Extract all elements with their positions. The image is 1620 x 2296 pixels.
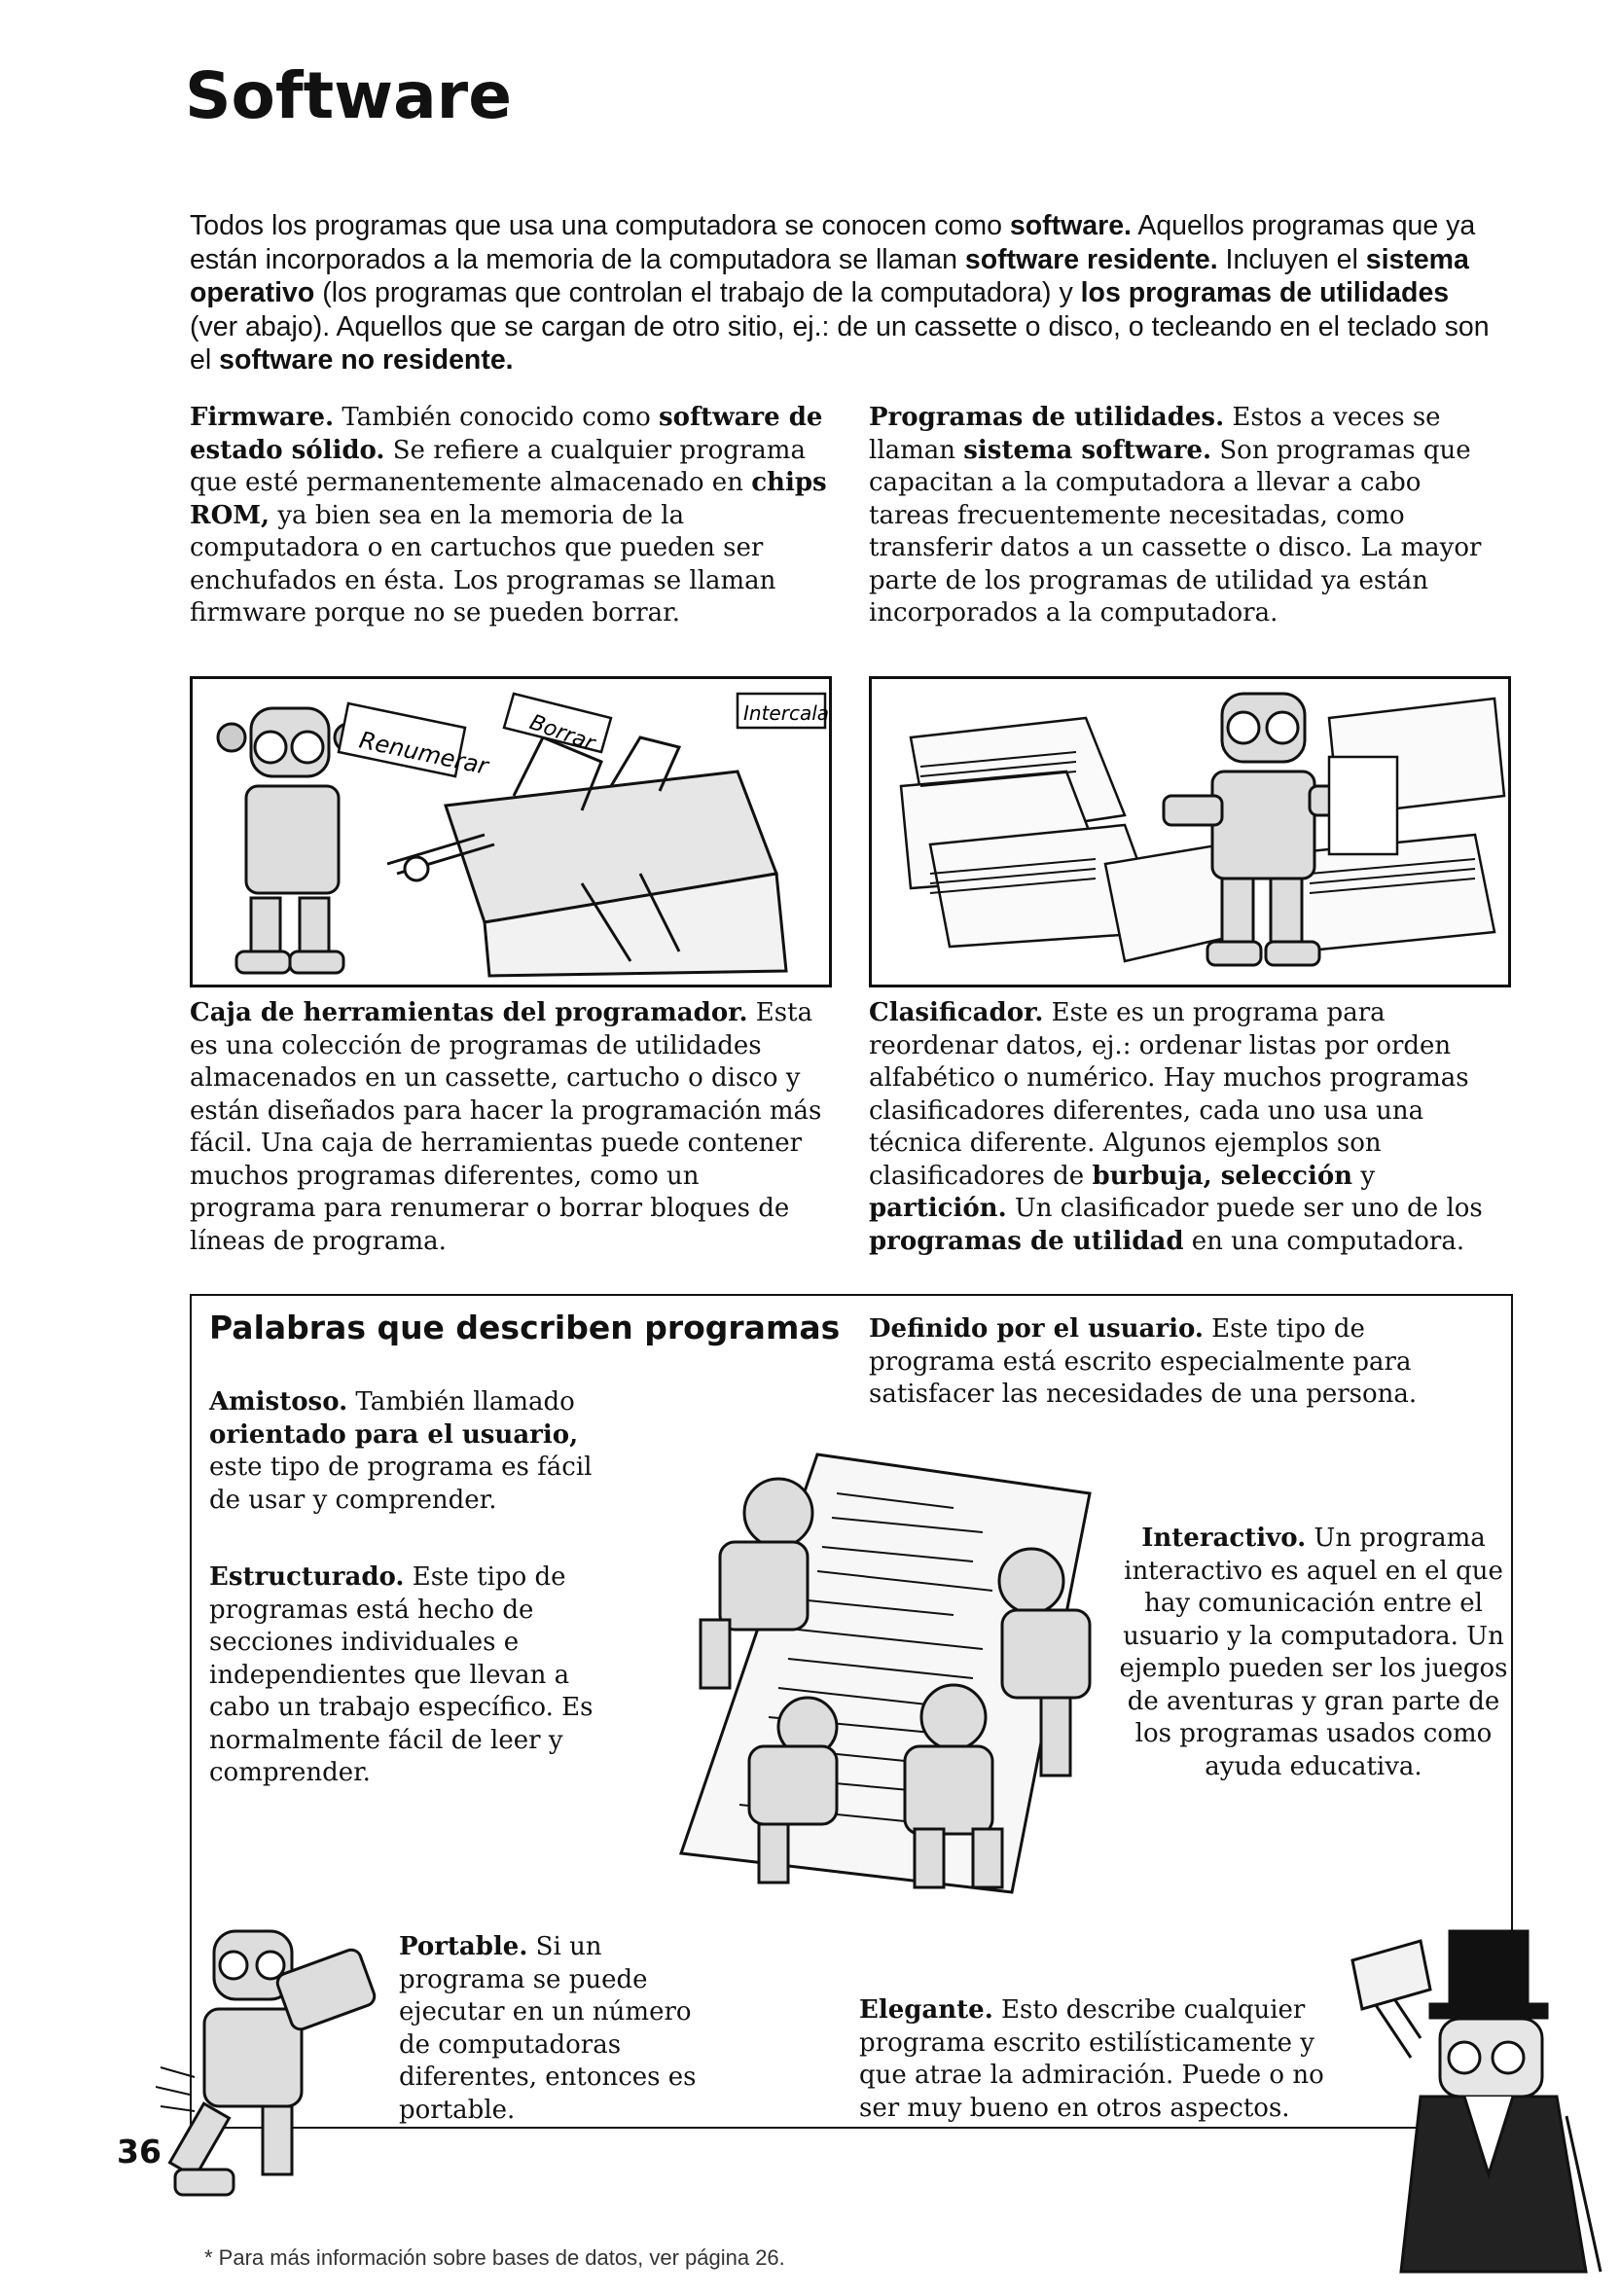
firmware-text: Se refiere a cualquier programa que esté permanentemente almacenado en xyxy=(190,435,806,497)
intro-term: los programas de utilidades xyxy=(1080,277,1450,308)
intro-term: sistema operativo xyxy=(190,243,1469,308)
firmware-text: También conocido como xyxy=(334,403,660,432)
elegant-term: Elegante. xyxy=(859,1995,993,2025)
friendly-term: Amistoso. xyxy=(209,1387,348,1417)
firmware-text: ya bien sea en la memoria de la computadora o en cartuchos que pueden ser enchufados en ésta. Los programas se llaman firmware porque no se pueden borrar. xyxy=(190,500,776,628)
utilities-term: Programas de utilidades. xyxy=(869,403,1225,432)
sorter-paragraph xyxy=(869,997,1496,1258)
intro-term: software. xyxy=(1009,210,1132,241)
label-insert: Intercalar xyxy=(743,701,829,725)
interactive-text: Un programa interactivo es aquel en el que hay comunicación entre el usuario y la computadora. Un ejemplo pueden ser los juegos de aventuras y gran parte de los programas usados como ayuda educativa. xyxy=(1119,1524,1508,1781)
words-box-heading: Palabras que describen programas xyxy=(209,1309,841,1346)
elegant-paragraph xyxy=(859,1994,1336,2125)
intro-term: software no residente. xyxy=(219,344,514,376)
user-defined-paragraph xyxy=(869,1313,1492,1412)
toolbox-illustration xyxy=(190,676,832,987)
portable-paragraph xyxy=(399,1931,710,2127)
intro-text: Incluyen el xyxy=(1217,243,1366,275)
firmware-paragraph xyxy=(190,402,832,630)
elegant-text: Esto describe cualquier programa escrito estilísticamente y que atrae la admiración. Puede o no ser muy bueno en otros aspectos. xyxy=(859,1995,1324,2123)
intro-text: (los programas que controlan el trabajo de la computadora) y xyxy=(314,277,1081,308)
friendly-paragraph xyxy=(209,1386,628,1517)
toolbox-term: Caja de herramientas del programador. xyxy=(190,998,748,1027)
interactive-term: Interactivo. xyxy=(1141,1524,1307,1553)
intro-paragraph xyxy=(190,209,1494,377)
utilities-text: Estos a veces se llaman xyxy=(869,403,1441,465)
firmware-term: chips ROM, xyxy=(190,468,827,530)
portable-term: Portable. xyxy=(399,1932,528,1961)
running-robot-illustration xyxy=(156,1921,389,2213)
label-delete: Borrar xyxy=(525,710,598,757)
sorter-term: burbuja, selección xyxy=(1092,1161,1353,1191)
page-number: 36 xyxy=(117,2133,162,2170)
sorter-illustration xyxy=(869,676,1511,987)
intro-term: software residente. xyxy=(964,243,1218,275)
friendly-text: También llamado xyxy=(347,1387,575,1417)
toolbox-paragraph xyxy=(190,997,832,1258)
intro-text: (ver abajo). Aquellos que se cargan de otro sitio, ej.: de un cassette o disco, o tecleando en el teclado son el xyxy=(190,310,1490,376)
friendly-term: orientado para el usuario, xyxy=(209,1419,579,1450)
interactive-paragraph xyxy=(1119,1523,1508,1783)
utilities-paragraph xyxy=(869,402,1496,630)
firmware-term: Firmware. xyxy=(190,403,335,432)
intro-text: Todos los programas que usa una computadora se conocen como xyxy=(190,210,1010,241)
sorter-term: programas de utilidad xyxy=(869,1226,1184,1256)
sorter-text: Un clasificador puede ser uno de los xyxy=(1006,1194,1483,1223)
sorter-text: Este es un programa para reordenar datos, ej.: ordenar listas por orden alfabético o numérico. Hay muchos programas clasificadores diferentes, cada uno usa una técnica diferente. Algunos ejemplos son clasificadores de xyxy=(869,998,1469,1191)
toolbox-text: Esta es una colección de programas de utilidades almacenados en un cassette, cartucho o disco y están diseñados para hacer la programación más fácil. Una caja de herramientas puede contener muchos programas diferentes, como un programa para renumerar o borrar bloques de líneas de programa. xyxy=(190,998,822,1256)
sorter-drawing xyxy=(872,679,1508,985)
elegant-robot-illustration xyxy=(1343,1921,1620,2296)
friendly-text: este tipo de programa es fácil de usar y comprender. xyxy=(209,1453,593,1515)
sorter-text: en una computadora. xyxy=(1183,1226,1465,1256)
structured-term: Estructurado. xyxy=(209,1562,405,1592)
sorter-term: Clasificador. xyxy=(869,998,1044,1027)
utilities-text: Son programas que capacitan a la computadora a llevar a cabo tareas frecuentemente necesitadas, como transferir datos a un cassette o disco. La mayor parte de los programas de utilidad ya están incorporados a la computadora. xyxy=(869,435,1482,628)
label-renumber: Renumerar xyxy=(356,726,491,780)
structured-paragraph xyxy=(209,1561,598,1790)
robots-reading-illustration xyxy=(662,1435,1187,1921)
intro-text: Aquellos programas que ya están incorporados a la memoria de la computadora se llaman xyxy=(190,210,1476,275)
firmware-term: software de estado sólido. xyxy=(190,403,823,465)
structured-text: Este tipo de programas está hecho de secciones individuales e independientes que llevan a cabo un trabajo específico. Es normalmente fácil de leer y comprender. xyxy=(209,1562,594,1787)
sorter-term: partición. xyxy=(869,1194,1007,1223)
page-title: Software xyxy=(185,58,512,133)
toolbox-drawing xyxy=(193,679,829,985)
footnote: * Para más información sobre bases de datos, ver página 26. xyxy=(204,2245,785,2270)
sorter-text: y xyxy=(1352,1161,1376,1191)
user-defined-term: Definido por el usuario. xyxy=(869,1314,1204,1344)
user-defined-text: Este tipo de programa está escrito especialmente para satisfacer las necesidades de una persona. xyxy=(869,1314,1418,1409)
portable-text: Si un programa se puede ejecutar en un número de computadoras diferentes, entonces es portable. xyxy=(399,1932,697,2125)
utilities-term: sistema software. xyxy=(963,435,1212,465)
